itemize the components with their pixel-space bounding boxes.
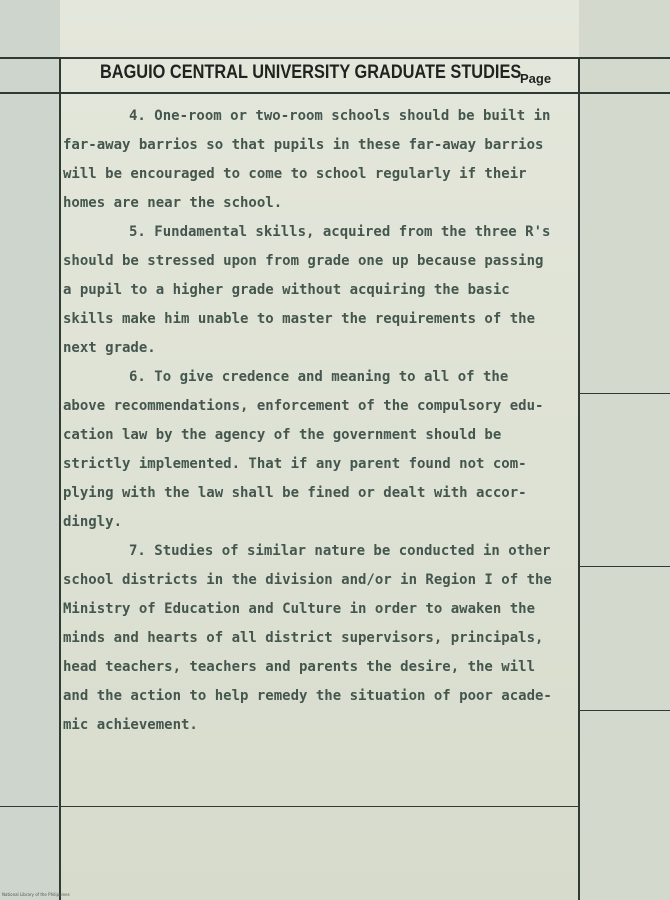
left-margin-rule xyxy=(0,806,58,807)
text-line: next grade. xyxy=(63,340,156,356)
text-line: school districts in the division and/or in Region I of the xyxy=(63,572,552,588)
left-margin xyxy=(0,0,60,900)
text-line: 6. To give credence and meaning to all of the xyxy=(129,369,509,385)
right-margin xyxy=(579,0,670,900)
footer-text: National Library of the Philippines xyxy=(2,892,70,897)
text-line: should be stressed upon from grade one up because passing xyxy=(63,253,544,269)
body-text xyxy=(63,102,577,740)
top-rule xyxy=(0,57,670,59)
text-line: above recommendations, enforcement of the compulsory edu- xyxy=(63,398,544,414)
text-line: Ministry of Education and Culture in order to awaken the xyxy=(63,601,536,617)
text-line: a pupil to a higher grade without acquiring the basic xyxy=(63,282,510,298)
text-line: plying with the law shall be fined or dealt with accor- xyxy=(63,485,527,501)
text-line: mic achievement. xyxy=(63,717,198,733)
right-margin-rule-2 xyxy=(580,566,670,567)
bottom-rule xyxy=(60,806,580,807)
right-margin-rule-3 xyxy=(580,710,670,711)
text-line: cation law by the agency of the government should be xyxy=(63,427,502,443)
text-line: and the action to help remedy the situation of poor acade- xyxy=(63,688,552,704)
text-line: minds and hearts of all district supervisors, principals, xyxy=(63,630,544,646)
text-line: skills make him unable to master the requirements of the xyxy=(63,311,536,327)
text-line: 7. Studies of similar nature be conducted in other xyxy=(129,543,551,559)
document-header-title: BAGUIO CENTRAL UNIVERSITY GRADUATE STUDIES xyxy=(100,62,522,83)
header-rule xyxy=(0,92,670,94)
text-line: dingly. xyxy=(63,514,123,530)
page-label: Page xyxy=(520,71,552,86)
text-line: 5. Fundamental skills, acquired from the three R's xyxy=(129,224,551,240)
text-line: far-away barrios so that pupils in these far-away barrios xyxy=(63,137,544,153)
text-line: homes are near the school. xyxy=(63,195,283,211)
right-margin-rule-1 xyxy=(580,393,670,394)
right-border-line xyxy=(578,57,580,900)
text-line: 4. One-room or two-room schools should be built in xyxy=(129,108,551,124)
text-line: will be encouraged to come to school regularly if their xyxy=(63,166,527,182)
left-border-line xyxy=(59,57,61,900)
text-line: strictly implemented. That if any parent found not com- xyxy=(63,456,527,472)
text-line: head teachers, teachers and parents the desire, the will xyxy=(63,659,536,675)
